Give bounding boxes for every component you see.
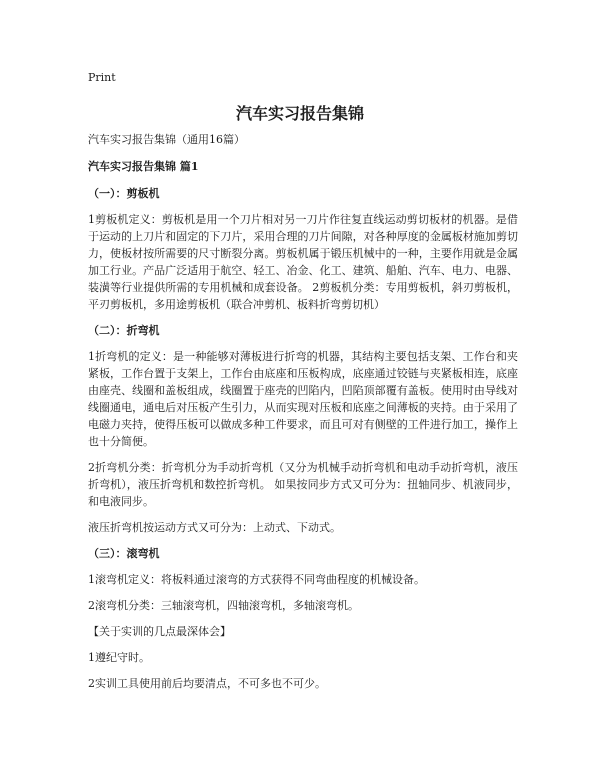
print-link[interactable]: Print (88, 71, 116, 84)
document-subtitle: 汽车实习报告集锦（通用16篇） (88, 133, 245, 146)
experience-heading: 【关于实训的几点最深体会】 (88, 625, 231, 638)
section-paragraph: 2折弯机分类：折弯机分为手动折弯机（又分为机械手动折弯机和电动手动折弯机，液压折弯机），液压折弯机和数控折弯机。 如果按同步方式又可分为：扭轴同步、机液同步，和电液同步。 (88, 461, 518, 508)
section-heading: （一）：剪板机 (88, 187, 160, 200)
section-paragraph: 1折弯机的定义：是一种能够对薄板进行折弯的机器，其结构主要包括支架、工作台和夹紧板，工作台置于支架上，工作台由底座和压板构成，底座通过铰链与夹紧板相连，底座由座壳、线圈和盖板组成，线圈置于座壳的凹陷内，凹陷顶部覆有盖板。使用时由导线对线圈通电，通电后对压板产生引力，从而实现对压板和底座之间薄板的夹持。由于采用了电磁力夹持，使得压板可以做成多种工件要求，而且可对有侧壁的工件进行加工，操作上也十分简便。 (88, 350, 518, 448)
experience-item: 1遵纪守时。 (88, 651, 150, 664)
page-title: 汽车实习报告集锦 (235, 104, 364, 123)
section-paragraph: 2滚弯机分类：三轴滚弯机，四轴滚弯机，多轴滚弯机。 (88, 599, 359, 612)
document-body (88, 131, 518, 701)
section-heading: （三）：滚弯机 (88, 547, 160, 560)
experience-item: 2实训工具使用前后均要清点，不可多也不可少。 (88, 677, 326, 690)
section-paragraph: 1滚弯机定义：将板料通过滚弯的方式获得不同弯曲程度的机械设备。 (88, 573, 425, 586)
chapter-heading: 汽车实习报告集锦 篇1 (88, 160, 199, 173)
section-paragraph: 1剪板机定义：剪板机是用一个刀片相对另一刀片作往复直线运动剪切板材的机器。是借于运动的上刀片和固定的下刀片，采用合理的刀片间隙，对各种厚度的金属板材施加剪切力，使板材按所需要的尺寸断裂分离。剪板机属于锻压机械中的一种，主要作用就是金属加工行业。产品广泛适用于航空、轻工、冶金、化工、建筑、船舶、汽车、电力、电器、装潢等行业提供所需的专用机械和成套设备。 2剪板机分类：专用剪板机，斜刃剪板机，平刃剪板机，多用途剪板机（联合冲剪机、板料折弯剪切机） (88, 213, 518, 311)
section-heading: （二）：折弯机 (88, 324, 160, 337)
section-paragraph: 液压折弯机按运动方式又可分为：上动式、下动式。 (88, 521, 341, 534)
